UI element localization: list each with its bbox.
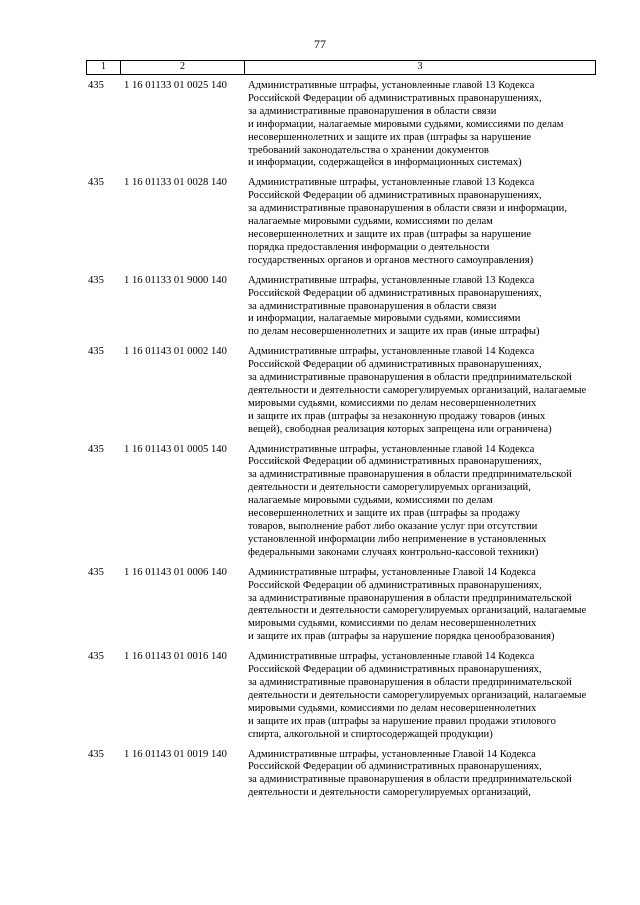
- description-cell: Административные штрафы, установленные главой 13 Кодекса Российской Федерации об административных правонарушениях, за административные правонарушения в области связи и информации, налагаемые мировыми судьями, комиссиями по делам несовершеннолетних и защите их прав (штрафы за нарушение порядка предоставления информации о деятельности государственных органов и органов местного самоуправления): [248, 177, 567, 266]
- column-header-1: 1: [87, 61, 121, 74]
- admin-code-cell: 435: [88, 651, 104, 663]
- budget-code-cell: 1 16 01143 01 0006 140: [124, 566, 227, 578]
- admin-code-cell: 435: [88, 80, 104, 91]
- admin-code-cell: 435: [88, 346, 104, 358]
- table-row: [86, 444, 596, 560]
- table-row: [86, 749, 596, 801]
- table-row: [86, 651, 596, 741]
- description-cell: Административные штрафы, установленные Главой 14 Кодекса Российской Федерации об административных правонарушениях, за административные правонарушения в области предпринимательской деятельности и деятельности саморегулируемых организаций,: [248, 748, 572, 799]
- budget-code-cell: 1 16 01133 01 0025 140: [124, 80, 227, 91]
- description-cell: Административные штрафы, установленные главой 13 Кодекса Российской Федерации об административных правонарушениях, за административные правонарушения в области связи и информации, налагаемые мировыми судьями, комиссиями по делам несовершеннолетних и защите их прав (иные штрафы): [248, 274, 542, 338]
- description-cell: Административные штрафы, установленные главой 14 Кодекса Российской Федерации об административных правонарушениях, за административные правонарушения в области предпринимательской деятельности и деятельности саморегулируемых организаций, налагаемые мировыми судьями, комиссиями по делам несовершеннолетних и защите их прав (штрафы за незаконную продажу товаров (иных вещей), свободная реализация которых запрещена или ограничена): [248, 346, 587, 435]
- column-header-2: 2: [121, 61, 245, 74]
- description-cell: Административные штрафы, установленные Главой 14 Кодекса Российской Федерации об административных правонарушениях, за административные правонарушения в области предпринимательской деятельности и деятельности саморегулируемых организаций, налагаемые мировыми судьями, комиссиями по делам несовершеннолетних и защите их прав (штрафы за нарушение порядка ценообразования): [248, 566, 587, 643]
- description-cell: Административные штрафы, установленные главой 13 Кодекса Российской Федерации об административных правонарушениях, за административные правонарушения в области связи и информации, налагаемые мировыми судьями, комиссиями по делам несовершеннолетних и защите их прав (штрафы за нарушение требований законодательства о хранении документов и информации, содержащейся в информационных системах): [248, 80, 564, 169]
- admin-code-cell: 435: [88, 566, 104, 578]
- budget-codes-table: [86, 60, 596, 807]
- table-row: [86, 567, 596, 644]
- admin-code-cell: 435: [88, 177, 104, 189]
- budget-code-cell: 1 16 01133 01 0028 140: [124, 177, 227, 189]
- table-header-row: [86, 60, 596, 75]
- description-cell: Административные штрафы, установленные главой 14 Кодекса Российской Федерации об административных правонарушениях, за административные правонарушения в области предпринимательской деятельности и деятельности саморегулируемых организаций, налагаемые мировыми судьями, комиссиями по делам несовершеннолетних и защите их прав (штрафы за нарушение правил продажи этилового спирта, алкогольной и спиртосодержащей продукции): [248, 651, 587, 740]
- admin-code-cell: 435: [88, 274, 104, 286]
- table-row: [86, 177, 596, 267]
- table-row: [86, 80, 596, 170]
- table-body: [86, 80, 596, 800]
- budget-code-cell: 1 16 01143 01 0005 140: [124, 443, 227, 455]
- table-row: [86, 346, 596, 436]
- column-header-3: 3: [417, 61, 423, 72]
- budget-code-cell: 1 16 01143 01 0019 140: [124, 748, 227, 760]
- description-cell: Административные штрафы, установленные главой 14 Кодекса Российской Федерации об административных правонарушениях, за административные правонарушения в области предпринимательской деятельности и деятельности саморегулируемых организаций, налагаемые мировыми судьями, комиссиями по делам несовершеннолетних и защите их прав (штрафы за продажу товаров, выполнение работ либо оказание услуг при отсутствии установленной информации либо неприменение в установленных федеральными законами случаях контрольно-кассовой техники): [248, 443, 572, 558]
- budget-code-cell: 1 16 01143 01 0016 140: [124, 651, 227, 663]
- admin-code-cell: 435: [88, 748, 104, 760]
- page-number: 77: [314, 37, 326, 51]
- budget-code-cell: 1 16 01133 01 9000 140: [124, 274, 227, 286]
- admin-code-cell: 435: [88, 443, 104, 455]
- budget-code-cell: 1 16 01143 01 0002 140: [124, 346, 227, 358]
- table-row: [86, 275, 596, 340]
